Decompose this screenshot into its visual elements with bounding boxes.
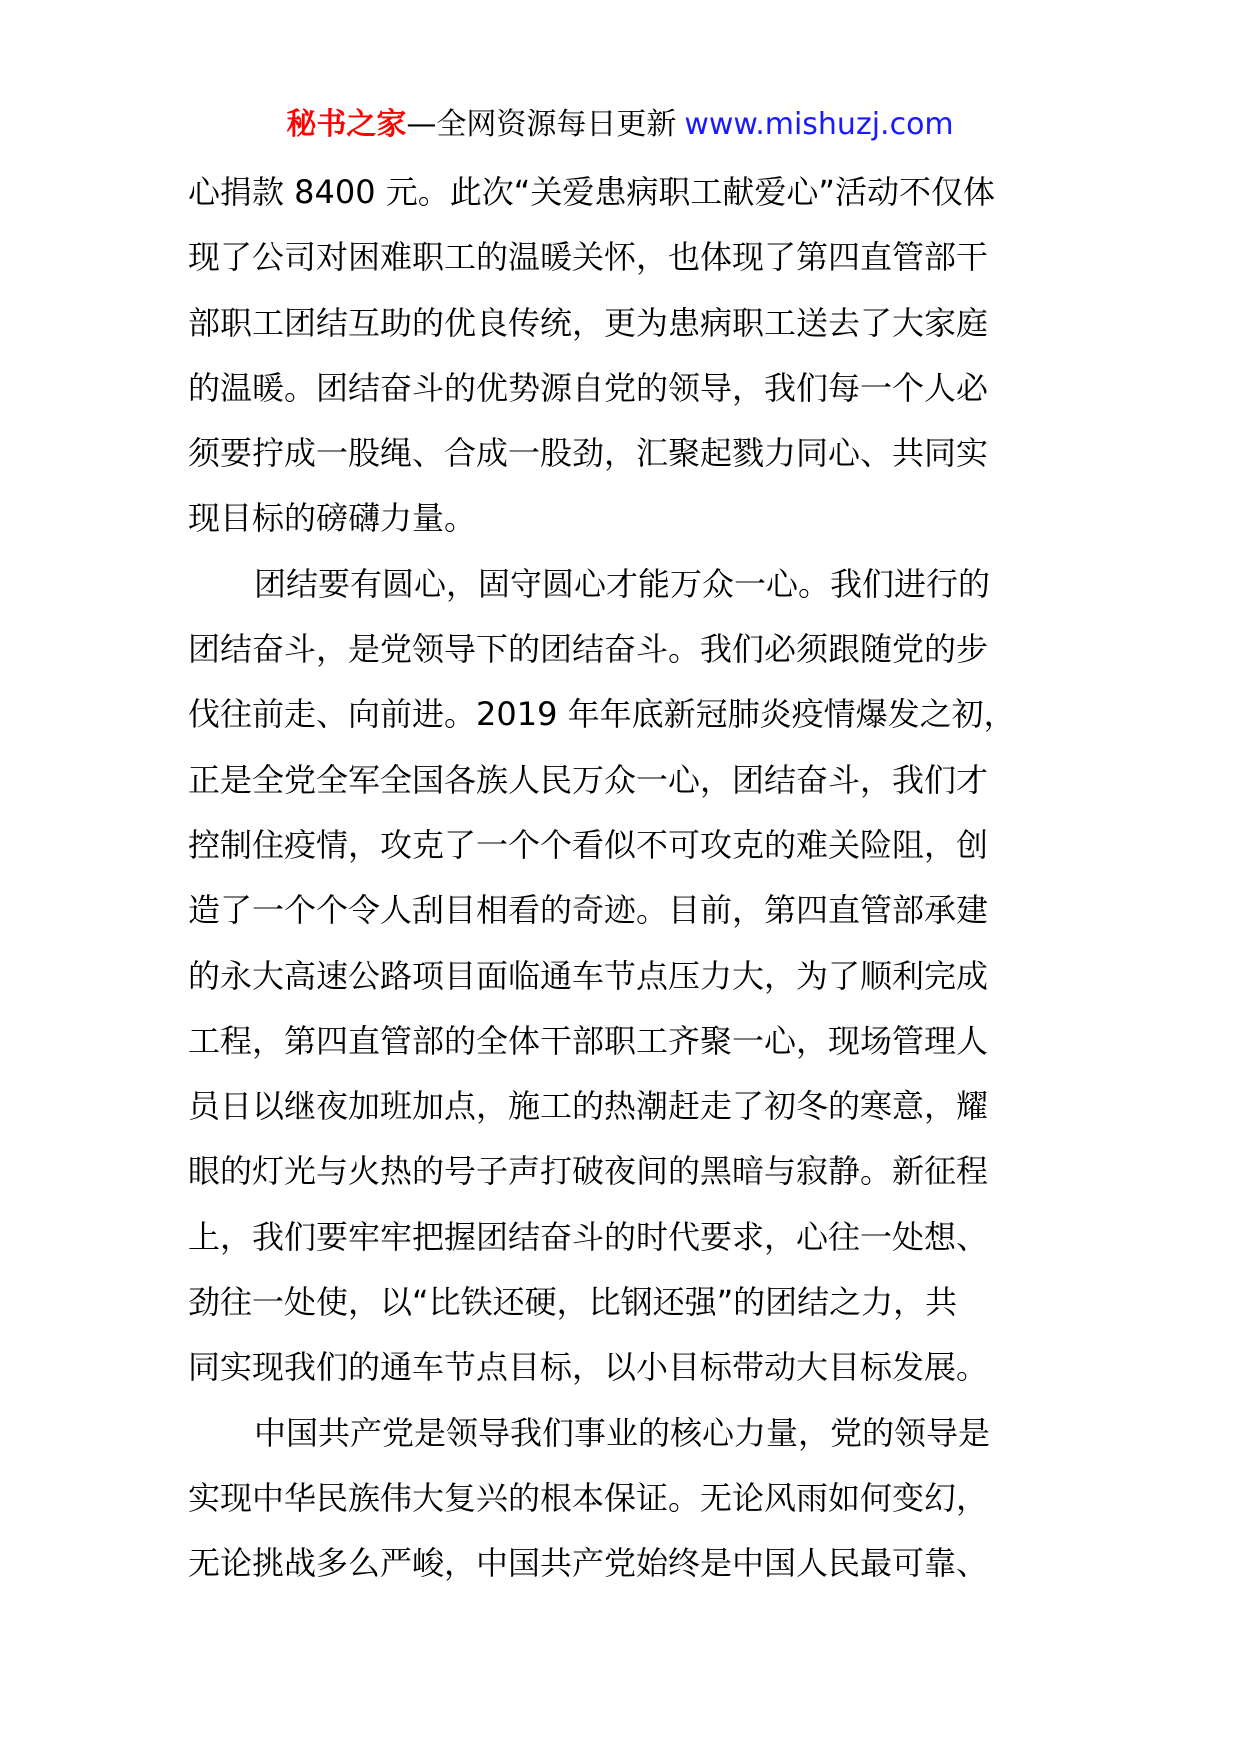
page-header (0, 100, 1240, 150)
text-line: 员日以继夜加班加点，施工的热潮赶走了初冬的寒意，耀 (188, 1087, 989, 1126)
text-line: 须要拧成一股绳、合成一股劲，汇聚起戮力同心、共同实 (188, 434, 989, 473)
text-line: 现目标的磅礴力量。 (188, 499, 477, 538)
header-url-link[interactable]: www.mishuzj.com (684, 107, 954, 142)
text-line: 劲往一处使，以“比铁还硬，比钢还强”的团结之力，共 (188, 1283, 958, 1322)
paragraph-first-line: 团结要有圆心，固守圆心才能万众一心。我们进行的 (254, 564, 991, 603)
text-line: 团结奋斗，是党领导下的团结奋斗。我们必须跟随党的步 (188, 630, 989, 669)
text-line: 控制住疫情，攻克了一个个看似不可攻克的难关险阻，创 (188, 825, 989, 864)
paragraph-first-line: 中国共产党是领导我们事业的核心力量，党的领导是 (254, 1413, 991, 1452)
brand-name: 秘书之家 (286, 107, 407, 142)
text-line: 造了一个个令人刮目相看的奇迹。目前，第四直管部承建 (188, 891, 989, 930)
text-line: 正是全党全军全国各族人民万众一心，团结奋斗，我们才 (188, 760, 989, 799)
text-line: 眼的灯光与火热的号子声打破夜间的黑暗与寂静。新征程 (188, 1152, 989, 1191)
text-line: 的温暖。团结奋斗的优势源自党的领导，我们每一个人必 (188, 368, 989, 407)
text-line: 的永大高速公路项目面临通车节点压力大，为了顺利完成 (188, 956, 989, 995)
text-line: 同实现我们的通车节点目标，以小目标带动大目标发展。 (188, 1348, 989, 1387)
text-line: 实现中华民族伟大复兴的根本保证。无论风雨如何变幻， (188, 1478, 989, 1517)
text-line: 无论挑战多么严峻，中国共产党始终是中国人民最可靠、 (188, 1544, 989, 1583)
header-tagline: —全网资源每日更新 (406, 107, 677, 142)
text-line: 心捐款 8400 元。此次“关爱患病职工献爱心”活动不仅体 (188, 173, 995, 211)
document-body (188, 160, 1052, 1597)
text-line: 部职工团结互助的优良传统，更为患病职工送去了大家庭 (188, 303, 989, 342)
text-line: 工程，第四直管部的全体干部职工齐聚一心，现场管理人 (188, 1021, 989, 1060)
text-line: 现了公司对困难职工的温暖关怀，也体现了第四直管部干 (188, 238, 989, 277)
text-line: 伐往前走、向前进。2019 年年底新冠肺炎疫情爆发之初， (188, 695, 1016, 734)
text-line: 上，我们要牢牢把握团结奋斗的时代要求，心往一处想、 (188, 1217, 989, 1256)
